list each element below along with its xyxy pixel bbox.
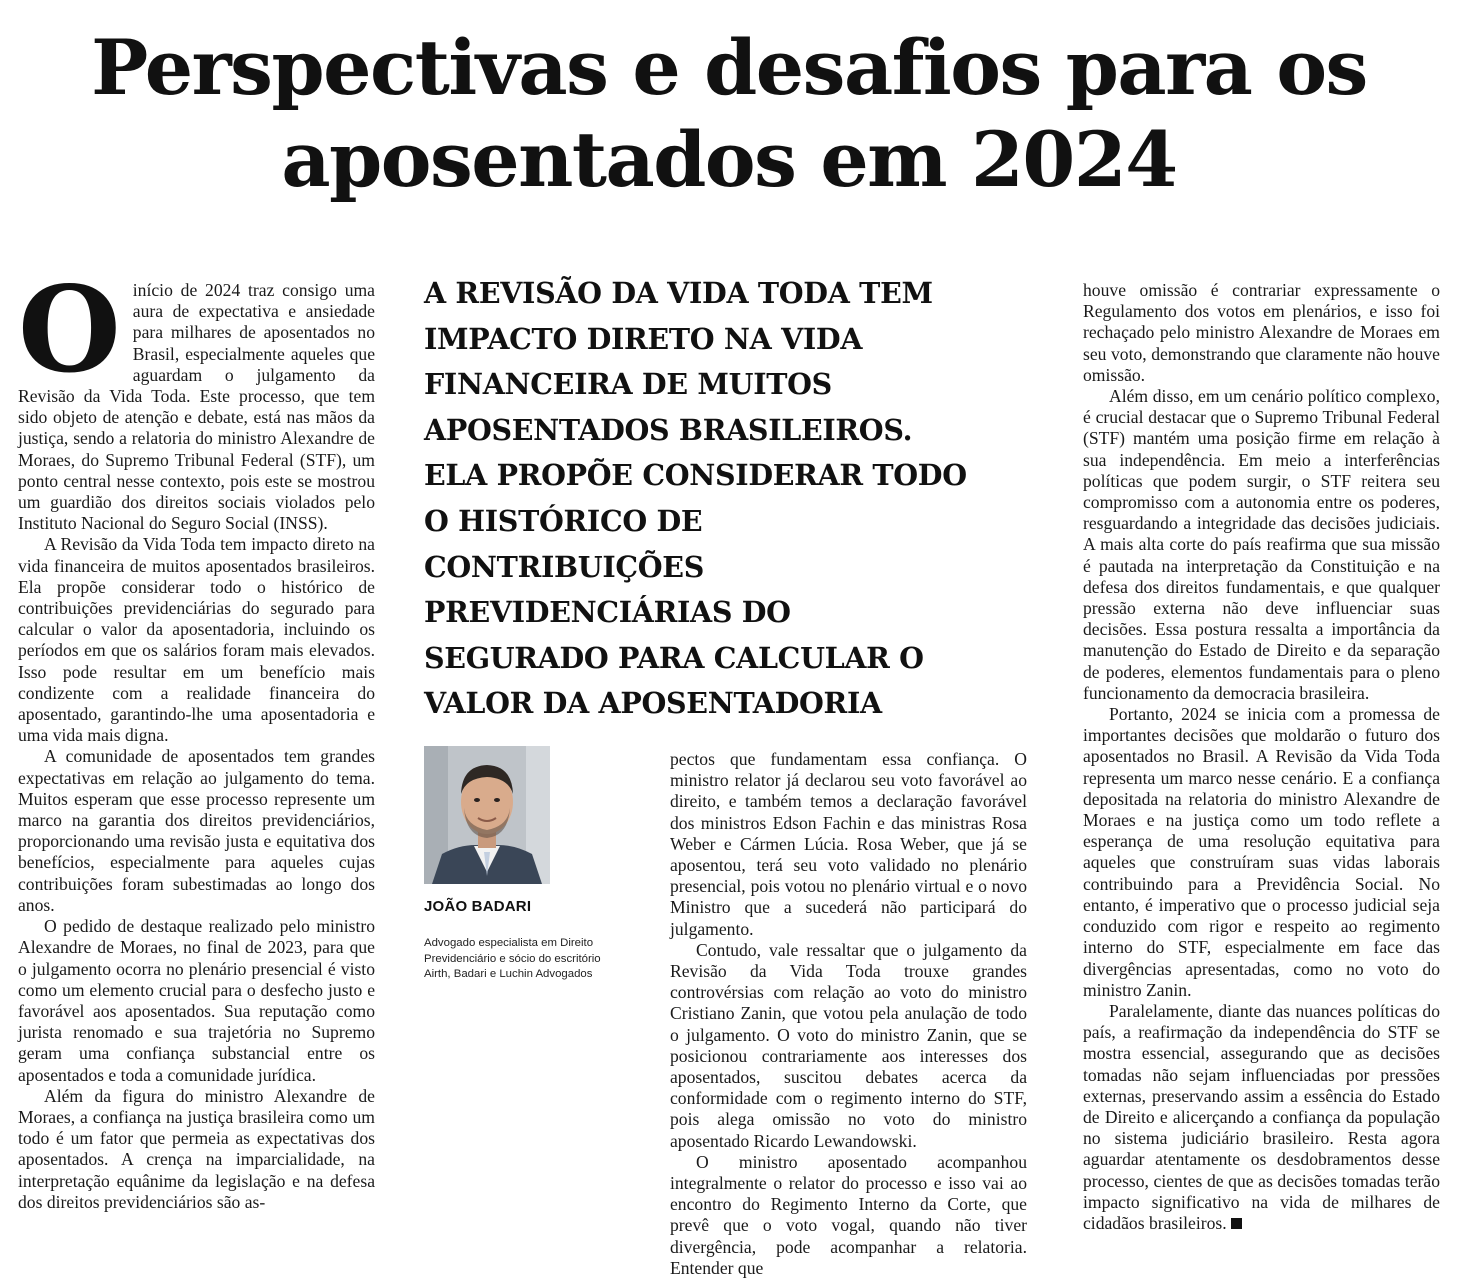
author-photo (424, 746, 550, 884)
paragraph-2: A Revisão da Vida Toda tem impacto direto na vida financeira de muitos aposentados brasileiros. Ela propõe considerar todo o histórico de contribuições previdenciárias do segurado para calcular o valor da aposentadoria, incluindo os períodos em que os salários foram mais elevados. Isso pode resultar em um benefício mais condizente com a realidade financeira do aposentado, garantindo-lhe uma aposentadoria e uma vida mais digna. (18, 534, 375, 746)
column-3 (670, 749, 1027, 1279)
headline-line-1: Perspectivas e desafios para os (91, 23, 1367, 112)
drop-cap: O (18, 260, 121, 399)
pull-quote: A REVISÃO DA VIDA TODA TEM IMPACTO DIRETO NA VIDA FINANCEIRA DE MUITOS APOSENTADOS BRASILEIROS. ELA PROPÕE CONSIDERAR TODO O HISTÓRICO DE CONTRIBUIÇÕES PREVIDENCIÁRIAS DO SEGURADO PARA CALCULAR O VALOR DA APOSENTADORIA (424, 276, 967, 721)
paragraph-4: O pedido de destaque realizado pelo ministro Alexandre de Moraes, no final de 2023, para que o julgamento ocorra no plenário presencial é visto como um elemento crucial para o desfecho justo e favorável aos aposentados. Sua reputação como jurista renomado e sua trajetória no Supremo geram uma confiança substancial entre os aposentados e toda a comunidade jurídica. (18, 916, 375, 1085)
paragraph-11: Portanto, 2024 se inicia com a promessa de importantes decisões que moldarão o futuro dos aposentados no Brasil. A Revisão da Vida Toda representa um marco nesse cenário. E a confiança depositada na relatoria do ministro Alexandre de Moraes e na justiça como um todo reflete a esperança de uma resolução equitativa para aqueles que construíram suas vidas laborais contribuindo para a Previdência Social. No entanto, é imperativo que o processo judicial seja conduzido com rigor e respeito ao regimento interno do STF, especialmente em face das divergências apresentadas, como no voto do ministro Zanin. (1083, 704, 1440, 1000)
paragraph-7: Contudo, vale ressaltar que o julgamento da Revisão da Vida Toda trouxe grandes controvérsias com relação ao voto do ministro Cristiano Zanin, que votou pela anulação de todo o julgamento. O voto do ministro Zanin, que se posicionou contrariamente aos interesses dos aposentados, suscitou debates acerca da conformidade com o regimento interno do STF, pois alega omissão no voto do ministro aposentado Ricardo Lewandowski. (670, 939, 1027, 1151)
paragraph-5: Além da figura do ministro Alexandre de Moraes, a confiança na justiça brasileira como um todo é um fator que permeia as expectativas dos aposentados. A crença na imparcialidade, na interpretação equânime da legislação e na defesa dos direitos previdenciários são as- (18, 1085, 375, 1212)
paragraph-3: A comunidade de aposentados tem grandes expectativas em relação ao julgamento do tema. Muitos esperam que esse processo represente um marco na garantia dos direitos previdenciários, proporcionando uma revisão justa e equitativa dos benefícios, especialmente para aqueles cujas contribuições foram subestimadas ao longo dos anos. (18, 746, 375, 915)
column-1 (18, 260, 375, 1213)
end-mark-icon (1231, 1218, 1242, 1229)
headline-line-2: aposentados em 2024 (281, 115, 1177, 204)
paragraph-9: houve omissão é contrariar expressamente o Regulamento dos votos em plenários, e isso foi rechaçado pelo ministro Alexandre de Moraes em seu voto, demonstrando que claramente não houve omissão. (1083, 280, 1440, 385)
paragraph-8: O ministro aposentado acompanhou integralmente o relator do processo e isso vai ao encontro do Regimento Interno da Corte, que prevê que o voto vogal, quando não tiver divergência, pode acompanhar a relatoria. Entender que (670, 1151, 1027, 1278)
paragraph-1-text: início de 2024 traz consigo uma aura de expectativa e ansiedade para milhares de aposentados no Brasil, especialmente aqueles que aguardam o julgamento da Revisão da Vida Toda. Este processo, que tem sido objeto de atenção e debate, está nas mãos da justiça, sendo a relatoria do ministro Alexandre de Moraes, do Supremo Tribunal Federal (STF), um ponto central nesse contexto, pois este se mostrou um guardião dos direitos sociais violados pelo Instituto Nacional do Seguro Social (INSS). (18, 280, 375, 534)
author-name: JOÃO BADARI (424, 898, 532, 915)
paragraph-1 (18, 260, 375, 534)
article-headline (0, 22, 1458, 206)
paragraph-12-text: Paralelamente, diante das nuances políticas do país, a reafirmação da independência do STF se mostra essencial, assegurando que as decisões tomadas não sejam influenciadas por pressões externas, preservando assim a essência do Estado de Direito e alicerçando a confiança da população no sistema judiciário brasileiro. Resta agora aguardar atentamente os desdobramentos desse processo, cientes de que as decisões tomadas terão impacto significativo na vida de milhares de cidadãos brasileiros. (1083, 1000, 1440, 1233)
column-4 (1083, 280, 1440, 1234)
author-bio: Advogado especialista em Direito Previdenciário e sócio do escritório Airth, Badari e Luchin Advogados (424, 937, 601, 980)
paragraph-10: Além disso, em um cenário político complexo, é crucial destacar que o Supremo Tribunal Federal (STF) mantém uma posição firme em relação à sua independência. Em meio a interferências políticas que podem surgir, o STF reitera seu compromisso com a autonomia entre os poderes, resguardando a integridade das decisões judiciais. A mais alta corte do país reafirma que sua missão é pautada na interpretação da Constituição e na defesa dos direitos fundamentais, e que qualquer pressão externa não deve influenciar suas decisões. Essa postura ressalta a importância da manutenção do Estado de Direito e da separação de poderes, elementos fundamentais para o pleno funcionamento da democracia brasileira. (1083, 386, 1440, 703)
paragraph-12 (1083, 1001, 1440, 1234)
paragraph-6: pectos que fundamentam essa confiança. O ministro relator já declarou seu voto favorável ao direito, e também temos a declaração favorável dos ministros Edson Fachin e das ministras Rosa Weber e Cármen Lúcia. Rosa Weber, que já se aposentou, terá seu voto validado no plenário presencial, pois votou no plenário virtual e o novo Ministro que a sucederá não participará do julgamento. (670, 749, 1027, 939)
